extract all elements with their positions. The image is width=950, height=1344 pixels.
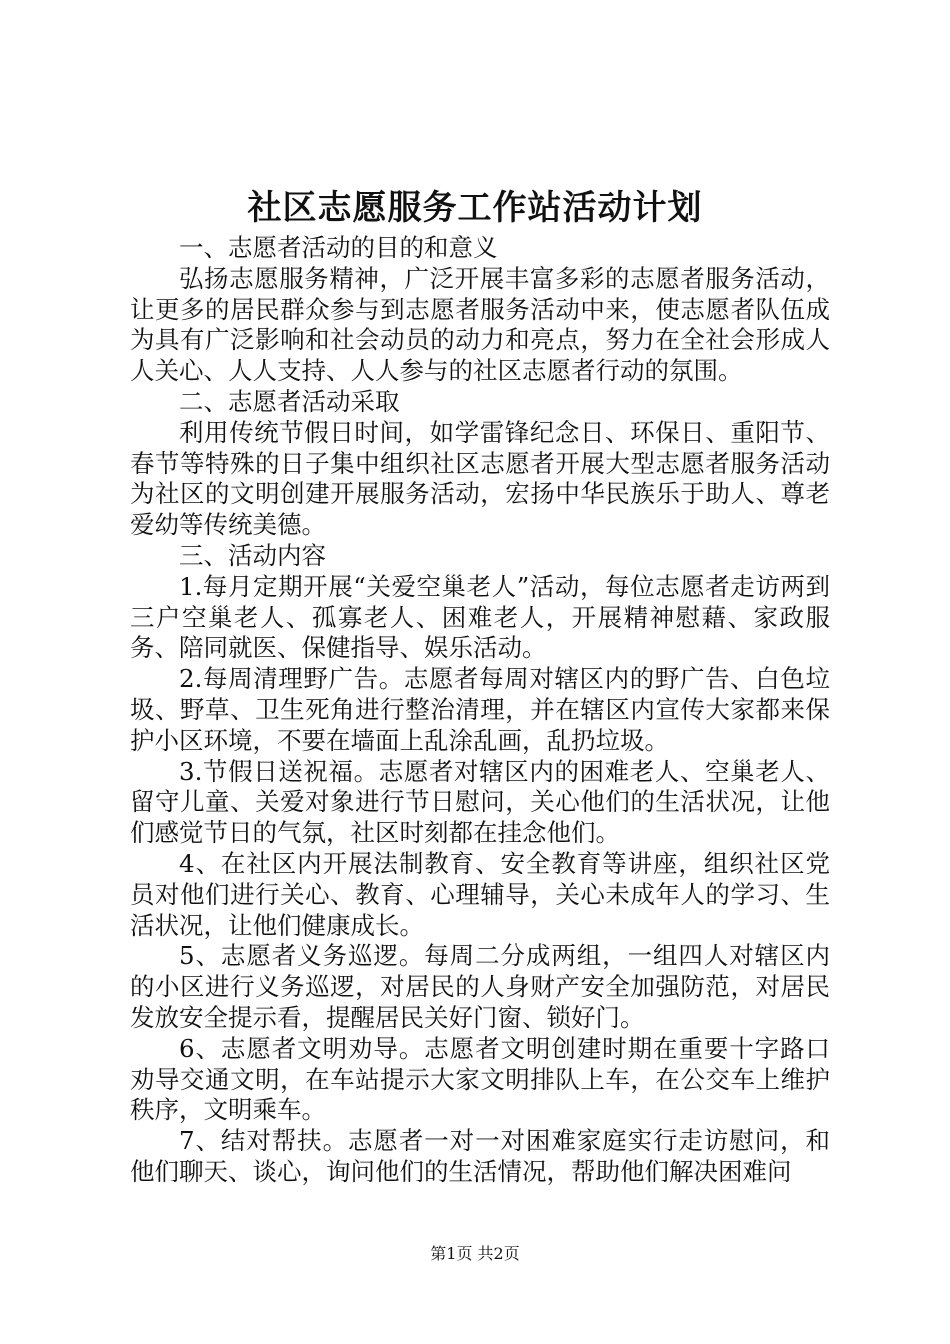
paragraph: 利用传统节假日时间，如学雷锋纪念日、环保日、重阳节、春节等特殊的日子集中组织社区志愿者开展大型志愿者服务活动为社区的文明创建开展服务活动，宏扬中华民族乐于助人、尊老爱幼等传统美德。 [130,417,830,540]
document-title: 社区志愿服务工作站活动计划 [247,188,703,228]
section-heading: 一、志愿者活动的目的和意义 [179,233,498,262]
page-footer: 第1页 共2页 [430,1244,520,1263]
document-body [130,233,830,1188]
section-heading: 二、志愿者活动采取 [179,386,400,416]
list-item: 7、结对帮扶。志愿者一对一对困难家庭实行走访慰问，和他们聊天、谈心，询问他们的生活情况，帮助他们解决困难问 [130,1126,830,1186]
list-item: 6、志愿者文明劝导。志愿者文明创建时期在重要十字路口劝导交通文明，在车站提示大家文明排队上车，在公交车上维护秩序，文明乘车。 [130,1033,830,1125]
list-item: 5、志愿者义务巡逻。每周二分成两组，一组四人对辖区内的小区进行义务巡逻，对居民的人身财产安全加强防范，对居民发放安全提示看，提醒居民关好门窗、锁好门。 [130,941,830,1032]
list-item: 1.每月定期开展“关爱空巢老人”活动，每位志愿者走访两到三户空巢老人、孤寡老人、困难老人，开展精神慰藉、家政服务、陪同就医、保健指导、娱乐活动。 [130,571,830,663]
list-item: 2.每周清理野广告。志愿者每周对辖区内的野广告、白色垃圾、野草、卫生死角进行整治清理，并在辖区内宣传大家都来保护小区环境，不要在墙面上乱涂乱画，乱扔垃圾。 [130,664,830,755]
paragraph: 弘扬志愿服务精神，广泛开展丰富多彩的志愿者服务活动，让更多的居民群众参与到志愿者服务活动中来，使志愿者队伍成为具有广泛影响和社会动员的动力和亮点，努力在全社会形成人人关心、人人支持、人人参与的社区志愿者行动的氛围。 [130,263,830,386]
list-item: 3.节假日送祝福。志愿者对辖区内的困难老人、空巢老人、留守儿童、关爱对象进行节日慰问，关心他们的生活状况，让他们感觉节日的气氛，社区时刻都在挂念他们。 [130,756,830,848]
section-heading: 三、活动内容 [179,540,326,570]
list-item: 4、在社区内开展法制教育、安全教育等讲座，组织社区党员对他们进行关心、教育、心理辅导，关心未成年人的学习、生活状况，让他们健康成长。 [130,848,830,940]
